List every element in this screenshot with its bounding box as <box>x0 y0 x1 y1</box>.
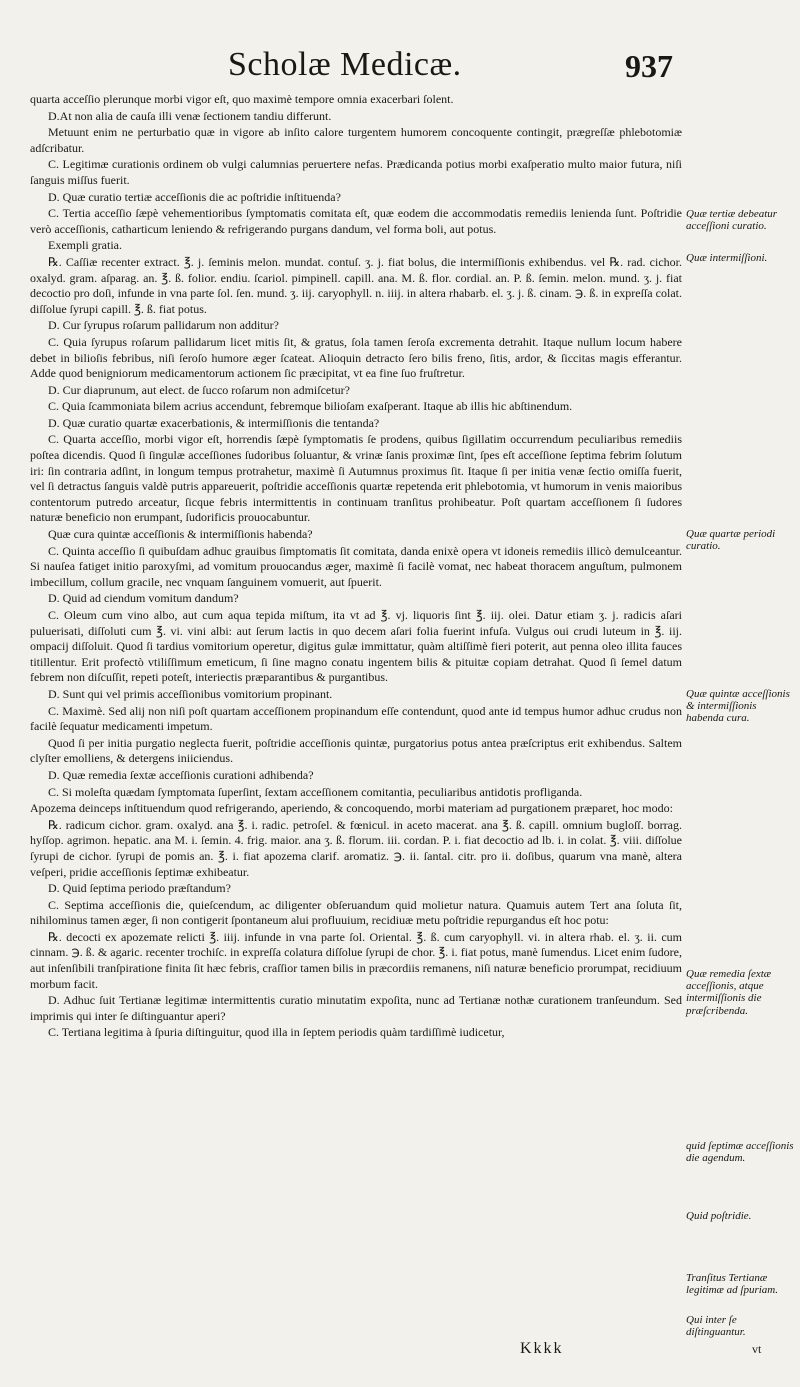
paragraph: C. Legitimæ curationis ordinem ob vulgi calumnias peruertere nefas. Prædicanda potius morbi exaſperatio multo maior futura, niſi ſanguis miſſus fuerit. <box>30 157 682 187</box>
marginal-note: quid ſeptimæ acceſſionis die agendum. <box>686 1140 794 1165</box>
paragraph: Quæ cura quintæ acceſſionis & intermiſſionis habenda? <box>48 527 313 542</box>
paragraph: D. Sunt qui vel primis acceſſionibus vomitorium propinant. <box>48 686 333 701</box>
marginal-note: Quæ tertiæ debeatur acceſſioni curatio. <box>686 208 778 233</box>
page-footer <box>0 1340 800 1370</box>
paragraph: C. Quia ſyrupus roſarum pallidarum licet mitis ſit, & gratus, ſola tamen ſeroſa excrementa detrahit. Itaque nullum locum habere debet in bilioſis febribus, niſi ſeroſo humore æger ſcateat. Alioquin detracto ſero bilis freno, ſitis, ardor, & ſiccitas magis efferantur. Adde quod benigniorum medicamentorum actionem ſic præcipitat, vt ea fine ſuo fruſtretur. <box>30 334 682 381</box>
prescription: ℞. Caſſiæ recenter extract. ℥. j. ſeminis melon. mundat. contuſ. ʒ. j. fiat bolus, die intermiſſionis exhibendus. vel ℞. rad. cichor. oxalyd. gram. aſparag. an. ℥. ß. folior. endiu. ſcariol. pimpinell. capill. ana. M. ß. flor. cordial. an. P. ß. ſemin. melon. mund. ʒ. j. fiat decoctio pro doſi, infunde in vna parte ſol. ſen. mund. ʒ. iij. caryophyll. n. iiij. in altera rhabarb. el. ʒ. j. ß. cinam. ℈. ß. in expreſſa colat. diſſolue ſyrupi capill. ℥. ß. fiat potus. <box>30 254 682 316</box>
paragraph: C. Tertiana legitima à ſpuria diſtinguitur, quod illa in ſeptem periodis quàm tardiſſimè iudicetur, <box>48 1025 505 1040</box>
paragraph: D. Quæ remedia ſextæ acceſſionis curationi adhibenda? <box>48 767 314 782</box>
running-header <box>0 44 800 90</box>
paragraph: C. Tertia acceſſio ſæpè vehementioribus ſymptomatis comitata eſt, quæ eodem die accommodatis remediis lenienda ſunt. Poſtridie verò acceſſionis, catharticum leniendo & refrigerando purgans dandum, vel forma boli, aut potus. <box>30 206 682 236</box>
paragraph: Exempli gratia. <box>48 238 122 253</box>
paragraph: C. Quarta acceſſio, morbi vigor eſt, horrendis ſæpè ſymptomatis ſe prodens, quibus ſigillatim occurrendum peculiaribus remediis poſtea dicendis. Quod ſi ſingulæ acceſſiones ſudoribus ſoluantur, & vrinæ ſanis proximæ ſint, ſpes eſt acceſſione ſeptima febrim ſolutum iri: ſin contraria adſint, in longum tempus protrahetur, maximè ſi Autumnus proximus ſit. Itaque ſi per initia venæ ſectio omiſſa fuerit, vel ſi detractus ſanguis valdè putris appareuerit, poſtridie acceſſionis quartæ repetenda erit phlebotomia, vt humorum in venis maioribus contentorum putredo arceatur, ſicque febris intermittentis in continuam tranſitus prohibeatur. Poſt quartam acceſſionem ſi ſudores naturæ beneficio non erumpant, ſudorificis prouocabuntur. <box>30 432 682 525</box>
marginal-note: Quæ quartæ periodi curatio. <box>686 528 776 553</box>
paragraph: D. Quid ad ciendum vomitum dandum? <box>48 591 239 606</box>
marginal-note: Quid poſtridie. <box>686 1210 752 1222</box>
paragraph: D.At non alia de cauſa illi venæ ſectionem tandiu differunt. <box>48 108 332 123</box>
marginal-note: Quæ remedia ſextæ acceſſionis, atque intermiſſionis die præſcribenda. <box>686 968 772 1017</box>
paragraph: quarta acceſſio plerunque morbi vigor eſt, quo maximè tempore omnia exacerbari ſolent. <box>30 92 454 106</box>
paragraph: C. Oleum cum vino albo, aut cum aqua tepida miſtum, ita vt ad ℥. vj. liquoris ſint ℥. iij. olei. Datur etiam ʒ. j. radicis aſari puluerisati, diſſoluti cum ℥. vi. vini albi: aut ſerum lactis in quo decem aſari folia fuerint infuſa. Vulgus oui crudi luteum in ℥. iij. ompacij diſſoluit. Quod ſi tardius vomitorium operetur, digitus gulæ immittatur, quàm altiſſimè fieri poterit, aut penna oleo illita fauces titillentur. Erit profectò vtiliſſimum emeticum, ſi ſine magno conatu ingentem bilis & pituitæ copiam detrahat. Quod ſi ſemel datum febrem non diſcuſſit, repeti poteſt, interiectis præparantibus & purgantibus. <box>30 608 682 685</box>
paragraph: Metuunt enim ne perturbatio quæ in vigore ab inſito calore turgentem humorem concoquente contingit, prægreſſæ phlebotomiæ adſcribatur. <box>30 125 682 155</box>
paragraph: D. Cur ſyrupus roſarum pallidarum non additur? <box>48 318 279 333</box>
prescription: ℞. decocti ex apozemate relicti ℥. iiij. infunde in vna parte ſol. Oriental. ℥. ß. cum caryophyll. vi. in altera rhab. el. ʒ. ii. cum cinnam. ℈. ß. & agaric. recenter trochiſc. in expreſſa colatura diſſolue ſyrupi de chor. ℥. i. fiat potus, manè ſumendus. Licet enim ſudore, aut inſenſibili tranſpiratione finita ſit hæc febris, craſſior tamen bilis in præcordiis remanens, niſi naturæ beneficio prorumpat, recidiuum morbum facit. <box>30 929 682 991</box>
paragraph: Quod ſi per initia purgatio neglecta fuerit, poſtridie acceſſionis quintæ, purgatorius potus antea præſcriptus erit exhibendus. Saltem clyſter emolliens, & detergens iniiciendus. <box>30 735 682 766</box>
paragraph: C. Si moleſta quædam ſymptomata ſuperſint, ſextam acceſſionem comitantia, peculiaribus antidotis profliganda. <box>48 784 583 799</box>
paragraph: D. Quid ſeptima periodo præſtandum? <box>48 881 231 896</box>
paragraph: D. Quæ curatio tertiæ acceſſionis die ac poſtridie inſtituenda? <box>48 189 341 204</box>
paragraph: D. Quæ curatio quartæ exacerbationis, & intermiſſionis die tentanda? <box>48 415 380 430</box>
marginal-note: Quæ quintæ acceſſionis & intermiſſionis habenda cura. <box>686 688 790 725</box>
catchword: vt <box>752 1342 762 1356</box>
marginal-note: Tranſitus Tertianæ legitimæ ad ſpuriam. <box>686 1272 778 1297</box>
signature-mark: Kkkk <box>520 1340 564 1357</box>
page-number: 937 <box>625 48 673 84</box>
paragraph: C. Septima acceſſionis die, quieſcendum, ac diligenter obſeruandum quid molietur natura. Quamuis autem Tert ana ſoluta ſit, nihilominus tamen æger, ſi non contigerit ſpontaneum alui profluuium, recidiuæ metu poſtridie repurgandus eſt hoc potu: <box>30 897 682 928</box>
paragraph: D. Cur diaprunum, aut elect. de ſucco roſarum non admiſcetur? <box>48 382 350 397</box>
main-text <box>30 92 682 1042</box>
paragraph: C. Quia ſcammoniata bilem acrius accendunt, febremque bilioſam exaſperant. Itaque ab illis hic abſtinendum. <box>48 399 573 414</box>
paragraph: Apozema deinceps inſtituendum quod refrigerando, aperiendo, & concoquendo, morbi materiam ad purgationem præparet, hoc modo: <box>30 801 673 816</box>
paragraph: C. Quinta acceſſio ſi quibuſdam adhuc grauibus ſimptomatis ſit comitata, danda enixè opera vt idoneis remediis illicò demulceantur. Si nauſea fatiget initio paroxyſmi, ad vomitum prouocandus æger, maximè ſi facilè vomat, nec habeat thoracem anguſtum, pulmonem imbecillum, collum gracile, nec vnquam ſanguinem vomuerit, aut ſpuerit. <box>30 543 682 589</box>
paragraph: C. Maximè. Sed alij non niſi poſt quartam acceſſionem propinandum eſſe contendunt, quod ante id tempus humor adhuc crudus non facilè ſequatur medicamenti impetum. <box>30 703 682 734</box>
marginal-note: Quæ intermiſſioni. <box>686 252 768 264</box>
paragraph: D. Adhuc ſuit Tertianæ legitimæ intermittentis curatio minutatim expoſita, nunc ad Tertianæ nothæ curationem tranſeundum. Sed imprimis qui inter ſe diſtinguantur aperi? <box>30 993 682 1023</box>
prescription: ℞. radicum cichor. gram. oxalyd. ana ℥. i. radic. petroſel. & fœnicul. in aceto macerat. ana ℥. ß. capill. omnium bugloſſ. borrag. hyſſop. agrimon. hepatic. ana M. i. ſemin. 4. frig. maior. ana ʒ. ß. florum. iii. cordan. P. i. fiat decoctio ad lb. i. in colat. ℥. viii. diſſolue ſyrupi de cichor. ſyrupi de pomis an. ℥. i. fiat apozema clarif. aromatiz. ℈. ii. ſantal. citr. pro ii. doſibus, quarum vna manè, altera veſperi, pridie acceſſionis ſeptimæ exhibeatur. <box>30 817 682 879</box>
running-title: Scholæ Medicæ. <box>228 46 462 83</box>
marginal-note: Qui inter ſe diſtinguantur. <box>686 1314 746 1339</box>
